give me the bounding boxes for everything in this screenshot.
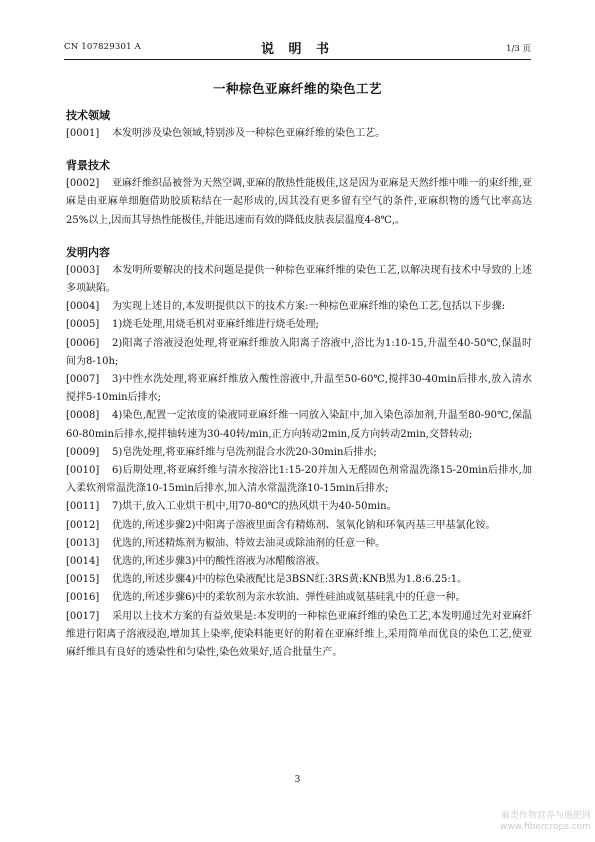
document-title: 一种棕色亚麻纤维的染色工艺 (212, 81, 382, 96)
paragraph-text: 采用以上技术方案的有益效果是:本发明的一种棕色亚麻纤维的染色工艺,本发明通过先对亚麻纤维进行阳离子溶液浸泡,增加其上染率,使染料能更好的附着在亚麻纤维上,采用简单而优良的染色工艺,使亚麻纤维具有良好的透染性和匀染性,染色效果好,适合批量生产。 (66, 610, 532, 659)
patent-number: CN 107829301 A (64, 42, 141, 52)
paragraph-text: 5)皂洗处理,将亚麻纤维与皂洗剂混合水洗20-30min后排水; (112, 446, 377, 458)
paragraph-text: 优选的,所述精炼剂为椒油、特效去油灵或除油剂的任意一种。 (112, 537, 386, 549)
paragraph-text: 2)阳离子溶液浸泡处理,将亚麻纤维放入阳离子溶液中,浴比为1:10-15,升温至40-50℃,保温时间为8-10h; (66, 337, 532, 367)
watermark-site-name: 麻类作物营养与施肥网 (500, 811, 591, 821)
paragraph (66, 608, 532, 663)
paragraph (66, 444, 532, 462)
paragraph-number: [0007] (66, 374, 100, 386)
paragraph (66, 335, 532, 371)
document-type: 说 明 书 (260, 42, 335, 57)
paragraph-number: [0016] (66, 592, 100, 604)
site-watermark (500, 811, 591, 833)
section-tech-field-paragraphs (66, 125, 532, 143)
section-heading-summary: 发明内容 (66, 245, 110, 259)
section-heading-background: 背景技术 (66, 159, 110, 173)
paragraph (66, 175, 532, 230)
paragraph-text: 7)烘干,放入工业烘干机中,用70-80℃的热风烘干为40-50min。 (112, 501, 397, 513)
section-summary-paragraphs (66, 262, 532, 662)
page-number: 3 (294, 775, 301, 785)
paragraph-number: [0008] (66, 410, 100, 422)
paragraph-text: 本发明涉及染色领域,特别涉及一种棕色亚麻纤维的染色工艺。 (112, 128, 386, 139)
paragraph (66, 298, 532, 316)
paragraph (66, 371, 532, 407)
paragraph (66, 125, 532, 143)
paragraph-number: [0002] (66, 178, 100, 190)
paragraph-text: 为实现上述目的,本发明提供以下的技术方案:一种棕色亚麻纤维的染色工艺,包括以下步骤: (112, 301, 506, 313)
paragraph-text: 优选的,所述步骤4)中的棕色染液配比是3BSN红:3RS黄:KNB黑为1.8:6.25:1。 (112, 574, 468, 586)
paragraph-number: [0011] (66, 501, 100, 513)
document-body (66, 107, 532, 662)
paragraph-text: 3)中性水洗处理,将亚麻纤维放入酸性溶液中,升温至50-60℃,搅拌30-40min后排水,放入清水搅拌5-10min后排水; (66, 374, 532, 404)
page-indicator: 1/3 页 (506, 44, 531, 54)
paragraph-number: [0013] (66, 537, 100, 549)
paragraph-number: [0012] (66, 519, 100, 531)
section-heading-tech-field: 技术领域 (66, 109, 110, 122)
paragraph-text: 优选的,所述步骤2)中阳离子溶液里面含有精炼剂、氢氧化钠和环氧丙基三甲基氯化铵。 (112, 519, 496, 531)
paragraph-text: 优选的,所述步骤6)中的柔软剂为亲水软油、弹性硅油或氨基硅乳中的任意一种。 (112, 592, 466, 604)
paragraph-text: 6)后期处理,将亚麻纤维与清水按浴比1:15-20并加入无醛固色剂常温洗涤15-20min后排水,加入柔软剂常温洗涤10-15min后排水,加入清水常温洗涤10-15min后排水; (66, 465, 532, 495)
watermark-url: www.fibercrops.com (500, 822, 591, 832)
paragraph (66, 316, 532, 334)
paragraph (66, 535, 532, 553)
paragraph-text: 4)染色,配置一定浓度的染液同亚麻纤维一同放入染缸中,加入染色添加剂,升温至80-90℃,保温60-80min后排水,搅拌轴转速为30-40转/min,正方向转动2min,反方向转动2min,交替转动; (66, 410, 532, 440)
paragraph-number: [0014] (66, 556, 100, 568)
paragraph-number: [0009] (66, 446, 100, 458)
header-rule (64, 59, 531, 60)
paragraph-number: [0017] (66, 610, 100, 622)
paragraph (66, 589, 532, 607)
section-background-paragraphs (66, 175, 532, 230)
paragraph (66, 262, 532, 298)
paragraph (66, 407, 532, 443)
document-header (0, 38, 595, 58)
paragraph-number: [0001] (66, 128, 100, 139)
paragraph (66, 553, 532, 571)
paragraph-number: [0006] (66, 337, 100, 349)
paragraph-text: 1)烧毛处理,用烧毛机对亚麻纤维进行烧毛处理; (112, 319, 319, 331)
paragraph-text: 亚麻纤维织品被誉为天然空调,亚麻的散热性能极佳,这是因为亚麻是天然纤维中唯一的束纤维,亚麻是由亚麻单细胞借助胶质粘结在一起形成的,因其没有更多留有空气的条件,亚麻织物的透气比率高达25%以上,因而其导热性能极佳,并能迅速而有效的降低皮肤表层温度4-8℃,。 (66, 178, 532, 226)
paragraph-number: [0004] (66, 301, 100, 313)
paragraph-text: 本发明所要解决的技术问题是提供一种棕色亚麻纤维的染色工艺,以解决现有技术中导致的上述多项缺陷。 (66, 264, 532, 295)
paragraph (66, 571, 532, 589)
paragraph-number: [0003] (66, 264, 100, 276)
paragraph (66, 517, 532, 535)
paragraph-text: 优选的,所述步骤3)中的酸性溶液为冰醋酸溶液。 (112, 556, 326, 568)
paragraph-number: [0005] (66, 319, 100, 331)
paragraph (66, 462, 532, 498)
paragraph-number: [0010] (66, 465, 100, 477)
paragraph (66, 498, 532, 516)
paragraph-number: [0015] (66, 574, 100, 586)
